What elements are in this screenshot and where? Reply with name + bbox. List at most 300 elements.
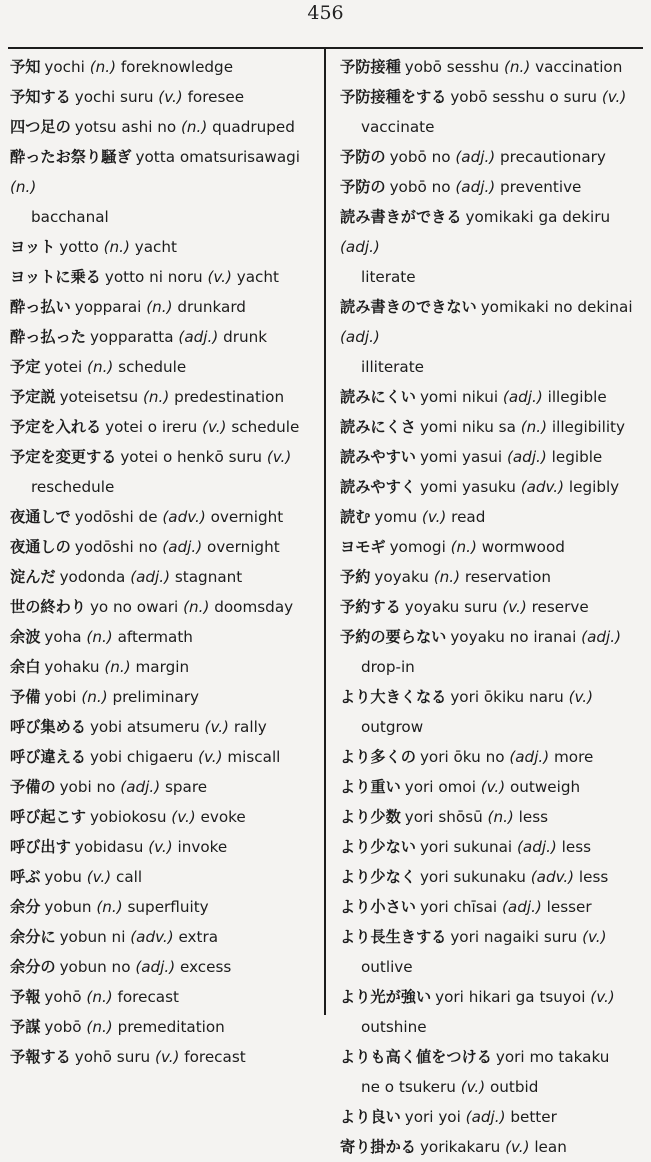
entry-japanese: 予防接種をする — [340, 88, 447, 106]
dictionary-entry — [340, 142, 646, 172]
entry-definition: outlive — [361, 958, 413, 976]
entry-definition: better — [510, 1108, 557, 1126]
entry-definition: miscall — [227, 748, 281, 766]
dictionary-entry — [340, 862, 646, 892]
entry-japanese: 呼ぶ — [10, 868, 41, 886]
entry-romanization: yobun no — [59, 958, 136, 976]
entry-definition: superfluity — [127, 898, 209, 916]
entry-definition: foreknowledge — [120, 58, 234, 76]
entry-definition: forecast — [184, 1048, 246, 1066]
entry-part-of-speech: (n.) — [96, 898, 123, 916]
entry-part-of-speech: (v.) — [171, 808, 196, 826]
entry-part-of-speech: (n.) — [433, 568, 461, 586]
entry-romanization: yomikaki no dekinai — [480, 298, 633, 316]
entry-part-of-speech: (v.) — [158, 88, 183, 106]
entry-definition: illegibility — [551, 418, 625, 436]
entry-definition: vaccinate — [361, 118, 435, 136]
dictionary-entry — [10, 532, 316, 562]
entry-part-of-speech: (v.) — [198, 748, 223, 766]
entry-japanese: より少数 — [340, 808, 401, 826]
entry-japanese: ヨット — [10, 238, 56, 256]
entry-part-of-speech: (n.) — [86, 1018, 113, 1036]
entry-romanization: yohō suru — [74, 1048, 156, 1066]
entry-japanese: 予約する — [340, 598, 401, 616]
entry-japanese: 予定を入れる — [10, 418, 102, 436]
entry-part-of-speech: (n.) — [487, 808, 514, 826]
entry-romanization: yomi yasuku — [419, 478, 521, 496]
dictionary-entry — [340, 172, 646, 202]
entry-definition: drop-in — [361, 658, 415, 676]
dictionary-entry — [340, 892, 646, 922]
entry-romanization: yobi chigaeru — [89, 748, 199, 766]
dictionary-entry — [340, 772, 646, 802]
dictionary-entry — [10, 442, 316, 502]
entry-romanization: yobō — [44, 1018, 87, 1036]
entry-romanization: yotsu ashi no — [74, 118, 181, 136]
entry-romanization: yopparatta — [89, 328, 179, 346]
entry-definition: reschedule — [31, 478, 115, 496]
dictionary-entry — [340, 502, 646, 532]
entry-romanization-cont: ne o tsukeru — [361, 1078, 461, 1096]
entry-continuation — [340, 1012, 646, 1042]
entry-definition: foresee — [187, 88, 245, 106]
dictionary-entry — [10, 142, 316, 232]
entry-romanization: yobō no — [389, 148, 456, 166]
entry-continuation — [340, 262, 646, 292]
entry-part-of-speech: (adj.) — [465, 1108, 506, 1126]
entry-japanese: 呼び出す — [10, 838, 71, 856]
entry-definition: wormwood — [481, 538, 565, 556]
entry-part-of-speech: (n.) — [89, 58, 116, 76]
dictionary-entry — [340, 922, 646, 982]
dictionary-entry — [340, 202, 646, 292]
entry-part-of-speech: (v.) — [86, 868, 112, 886]
dictionary-entry — [10, 832, 316, 862]
entry-definition: legible — [551, 448, 603, 466]
entry-romanization: yotei o ireru — [105, 418, 203, 436]
entry-part-of-speech: (adj.) — [340, 238, 380, 256]
dictionary-entry — [10, 682, 316, 712]
entry-japanese: 予防の — [340, 178, 386, 196]
entry-part-of-speech: (n.) — [142, 388, 170, 406]
entry-definition: extra — [178, 928, 219, 946]
entry-part-of-speech: (adj.) — [130, 568, 171, 586]
entry-romanization: yori ōkiku naru — [450, 688, 569, 706]
entry-romanization: yomi niku sa — [419, 418, 521, 436]
entry-part-of-speech: (adj.) — [581, 628, 622, 646]
entry-definition: overnight — [210, 508, 284, 526]
dictionary-entry — [340, 292, 646, 382]
right-column — [340, 52, 646, 1162]
entry-japanese: より多くの — [340, 748, 416, 766]
entry-japanese: 余白 — [10, 658, 41, 676]
entry-romanization: yoyaku — [374, 568, 434, 586]
entry-part-of-speech: (adj.) — [502, 388, 543, 406]
entry-part-of-speech: (v.) — [590, 988, 615, 1006]
entry-part-of-speech: (adv.) — [130, 928, 174, 946]
entry-japanese: 予防の — [340, 148, 386, 166]
entry-japanese: 呼び集める — [10, 718, 86, 736]
entry-part-of-speech: (n.) — [81, 688, 108, 706]
entry-part-of-speech: (v.) — [568, 688, 594, 706]
entry-romanization: yobō no — [389, 178, 456, 196]
dictionary-entry — [10, 892, 316, 922]
entry-definition: less — [578, 868, 609, 886]
entry-romanization: yori mo takaku — [495, 1048, 610, 1066]
entry-romanization: yori omoi — [404, 778, 481, 796]
entry-definition: margin — [135, 658, 190, 676]
entry-romanization: yori shōsū — [404, 808, 488, 826]
entry-part-of-speech: (n.) — [104, 658, 131, 676]
entry-romanization: yoteisetsu — [59, 388, 143, 406]
entry-japanese: より小さい — [340, 898, 416, 916]
entry-japanese: 余分 — [10, 898, 41, 916]
entry-romanization: yotta omatsurisawagi — [135, 148, 300, 166]
page-number: 456 — [307, 2, 344, 24]
entry-part-of-speech: (v.) — [460, 1078, 486, 1096]
entry-definition: excess — [180, 958, 232, 976]
entry-japanese: 予知する — [10, 88, 71, 106]
entry-part-of-speech: (adv.) — [520, 478, 565, 496]
dictionary-entry — [340, 592, 646, 622]
entry-definition: premeditation — [117, 1018, 225, 1036]
entry-part-of-speech: (adv.) — [162, 508, 206, 526]
entry-part-of-speech: (v.) — [207, 268, 232, 286]
entry-japanese: 淀んだ — [10, 568, 56, 586]
dictionary-entry — [340, 472, 646, 502]
dictionary-entry — [340, 832, 646, 862]
dictionary-entry — [340, 52, 646, 82]
entry-romanization: yochi — [44, 58, 90, 76]
dictionary-entry — [340, 532, 646, 562]
entry-definition: preliminary — [112, 688, 199, 706]
entry-definition: read — [451, 508, 486, 526]
entry-japanese: より良い — [340, 1108, 401, 1126]
entry-definition: forecast — [117, 988, 179, 1006]
entry-definition: preventive — [500, 178, 582, 196]
dictionary-entry — [10, 82, 316, 112]
dictionary-entry — [10, 652, 316, 682]
entry-part-of-speech: (n.) — [86, 988, 113, 1006]
dictionary-entry — [340, 412, 646, 442]
entry-definition: call — [116, 868, 143, 886]
entry-romanization: yobun — [44, 898, 97, 916]
dictionary-entry — [10, 262, 316, 292]
entry-part-of-speech: (v.) — [601, 88, 627, 106]
entry-japanese: 予約の要らない — [340, 628, 447, 646]
entry-japanese: より大きくなる — [340, 688, 447, 706]
entry-definition: more — [554, 748, 594, 766]
entry-definition: vaccination — [535, 58, 623, 76]
entry-japanese: 四つ足の — [10, 118, 71, 136]
entry-definition: spare — [164, 778, 208, 796]
entry-japanese: 酔っ払い — [10, 298, 71, 316]
entry-definition: illiterate — [361, 358, 425, 376]
entry-romanization: yohō — [44, 988, 87, 1006]
entry-romanization: yori chīsai — [419, 898, 502, 916]
dictionary-entry — [10, 712, 316, 742]
entry-romanization: yori sukunai — [419, 838, 517, 856]
entry-part-of-speech: (n.) — [450, 538, 477, 556]
entry-part-of-speech: (n.) — [181, 118, 208, 136]
dictionary-entry — [340, 382, 646, 412]
entry-part-of-speech: (n.) — [503, 58, 531, 76]
entry-japanese: 酔ったお祭り騒ぎ — [10, 148, 132, 166]
entry-part-of-speech: (adj.) — [455, 178, 496, 196]
entry-japanese: 寄り掛かる — [340, 1138, 416, 1156]
dictionary-entry — [10, 112, 316, 142]
entry-japanese: 読み書きのできない — [340, 298, 477, 316]
entry-japanese: 夜通しの — [10, 538, 71, 556]
dictionary-entry — [10, 412, 316, 442]
column-divider — [324, 47, 326, 1015]
dictionary-entry — [10, 1012, 316, 1042]
dictionary-entry — [10, 352, 316, 382]
dictionary-entry — [340, 442, 646, 472]
dictionary-entry — [340, 622, 646, 682]
entry-romanization: yori hikari ga tsuyoi — [435, 988, 591, 1006]
dictionary-entry — [10, 322, 316, 352]
entry-definition: yacht — [134, 238, 177, 256]
entry-japanese: 読みにくさ — [340, 418, 416, 436]
entry-japanese: 予報 — [10, 988, 41, 1006]
entry-japanese: 余分の — [10, 958, 56, 976]
dictionary-entry — [10, 862, 316, 892]
dictionary-entry — [10, 952, 316, 982]
entry-romanization: yotei o henkō suru — [120, 448, 267, 466]
entry-continuation — [340, 352, 646, 382]
entry-definition: doomsday — [214, 598, 294, 616]
entry-continuation — [340, 1072, 646, 1102]
entry-japanese: より少なく — [340, 868, 416, 886]
entry-definition: drunk — [223, 328, 268, 346]
entry-definition: lesser — [546, 898, 592, 916]
entry-romanization: yobidasu — [74, 838, 149, 856]
entry-japanese: 酔っ払った — [10, 328, 86, 346]
entry-part-of-speech: (v.) — [202, 418, 227, 436]
dictionary-entry — [10, 292, 316, 322]
entry-part-of-speech: (n.) — [183, 598, 210, 616]
entry-romanization: yomogi — [389, 538, 451, 556]
entry-romanization: yomu — [374, 508, 422, 526]
entry-definition: illegible — [547, 388, 607, 406]
entry-part-of-speech: (v.) — [502, 598, 527, 616]
entry-japanese: 予防接種 — [340, 58, 401, 76]
dictionary-entry — [10, 232, 316, 262]
left-column — [10, 52, 316, 1072]
entry-definition: aftermath — [117, 628, 193, 646]
dictionary-entry — [340, 82, 646, 142]
entry-japanese: 予備の — [10, 778, 56, 796]
entry-part-of-speech: (v.) — [505, 1138, 530, 1156]
entry-continuation — [340, 712, 646, 742]
entry-definition: outbid — [489, 1078, 539, 1096]
entry-part-of-speech: (v.) — [148, 838, 173, 856]
entry-continuation — [340, 652, 646, 682]
entry-continuation — [340, 952, 646, 982]
entry-definition: literate — [361, 268, 416, 286]
entry-part-of-speech: (v.) — [155, 1048, 180, 1066]
entry-romanization: yotto ni noru — [104, 268, 208, 286]
entry-romanization: yobō sesshu — [404, 58, 504, 76]
entry-romanization: yotto — [59, 238, 104, 256]
entry-part-of-speech: (v.) — [204, 718, 229, 736]
entry-part-of-speech: (adj.) — [455, 148, 496, 166]
entry-romanization: yodōshi de — [74, 508, 163, 526]
entry-romanization: yobō sesshu o suru — [450, 88, 602, 106]
entry-definition: less — [518, 808, 549, 826]
entry-romanization: yoyaku suru — [404, 598, 503, 616]
entry-definition: reserve — [531, 598, 589, 616]
entry-japanese: 読み書きができる — [340, 208, 462, 226]
dictionary-entry — [10, 592, 316, 622]
entry-romanization: yomi nikui — [419, 388, 503, 406]
entry-definition: quadruped — [212, 118, 295, 136]
entry-definition: predestination — [174, 388, 285, 406]
entry-part-of-speech: (adv.) — [530, 868, 575, 886]
entry-romanization: yopparai — [74, 298, 147, 316]
entry-romanization: yodonda — [59, 568, 131, 586]
dictionary-entry — [10, 922, 316, 952]
dictionary-entry — [10, 562, 316, 592]
entry-part-of-speech: (n.) — [10, 178, 37, 196]
entry-japanese: 余分に — [10, 928, 56, 946]
dictionary-entry — [340, 982, 646, 1042]
entry-romanization: yori sukunaku — [419, 868, 531, 886]
entry-part-of-speech: (v.) — [480, 778, 506, 796]
entry-japanese: 予定説 — [10, 388, 56, 406]
entry-continuation — [340, 112, 646, 142]
entry-part-of-speech: (adj.) — [135, 958, 176, 976]
entry-japanese: 読みにくい — [340, 388, 416, 406]
dictionary-entry — [10, 382, 316, 412]
entry-japanese: 予報する — [10, 1048, 71, 1066]
dictionary-entry — [10, 772, 316, 802]
entry-japanese: よりも高く値をつける — [340, 1048, 492, 1066]
entry-japanese: 予謀 — [10, 1018, 41, 1036]
entry-romanization: yori nagaiki suru — [450, 928, 583, 946]
entry-japanese: より少ない — [340, 838, 416, 856]
entry-romanization: yomi yasui — [419, 448, 507, 466]
entry-romanization: yorikakaru — [419, 1138, 506, 1156]
entry-romanization: yori ōku no — [419, 748, 510, 766]
entry-romanization: yobun ni — [59, 928, 131, 946]
dictionary-entry — [340, 1132, 646, 1162]
entry-japanese: 予定を変更する — [10, 448, 117, 466]
entry-japanese: 予知 — [10, 58, 41, 76]
entry-romanization: yori yoi — [404, 1108, 466, 1126]
dictionary-entry — [340, 1042, 646, 1102]
entry-part-of-speech: (v.) — [266, 448, 292, 466]
entry-definition: evoke — [200, 808, 246, 826]
entry-definition: outweigh — [510, 778, 581, 796]
entry-japanese: より重い — [340, 778, 401, 796]
entry-definition: rally — [233, 718, 267, 736]
dictionary-entry — [10, 742, 316, 772]
entry-japanese: 予約 — [340, 568, 371, 586]
entry-part-of-speech: (adj.) — [120, 778, 161, 796]
entry-romanization: yoha — [44, 628, 87, 646]
dictionary-entry — [340, 682, 646, 742]
entry-romanization: yobiokosu — [89, 808, 172, 826]
entry-definition: precautionary — [500, 148, 606, 166]
entry-continuation — [10, 472, 316, 502]
entry-definition: invoke — [177, 838, 228, 856]
entry-definition: schedule — [231, 418, 300, 436]
entry-japanese: 呼び起こす — [10, 808, 86, 826]
entry-part-of-speech: (n.) — [86, 628, 113, 646]
entry-romanization: yotei — [44, 358, 88, 376]
entry-definition: legibly — [568, 478, 620, 496]
dictionary-entry — [10, 622, 316, 652]
dictionary-entry — [10, 52, 316, 82]
entry-romanization: yo no owari — [89, 598, 184, 616]
entry-part-of-speech: (adj.) — [516, 838, 557, 856]
entry-definition: overnight — [206, 538, 280, 556]
entry-romanization: yomikaki ga dekiru — [465, 208, 611, 226]
entry-part-of-speech: (v.) — [421, 508, 447, 526]
entry-japanese: 読みやすい — [340, 448, 416, 466]
entry-part-of-speech: (adj.) — [506, 448, 547, 466]
entry-part-of-speech: (adj.) — [501, 898, 542, 916]
entry-romanization: yobu — [44, 868, 87, 886]
entry-japanese: ヨットに乗る — [10, 268, 101, 286]
entry-part-of-speech: (n.) — [146, 298, 173, 316]
entry-part-of-speech: (n.) — [520, 418, 548, 436]
entry-definition: bacchanal — [31, 208, 109, 226]
entry-romanization: yochi suru — [74, 88, 159, 106]
entry-part-of-speech: (v.) — [582, 928, 607, 946]
dictionary-entry — [10, 982, 316, 1012]
entry-part-of-speech: (adj.) — [162, 538, 203, 556]
entry-definition: yacht — [236, 268, 279, 286]
entry-japanese: 余波 — [10, 628, 41, 646]
entry-japanese: 呼び違える — [10, 748, 86, 766]
entry-continuation — [10, 202, 316, 232]
dictionary-entry — [10, 802, 316, 832]
entry-japanese: より光が強い — [340, 988, 432, 1006]
entry-romanization: yobi — [44, 688, 82, 706]
dictionary-entry — [10, 1042, 316, 1072]
entry-japanese: 予備 — [10, 688, 41, 706]
dictionary-entry — [340, 802, 646, 832]
entry-definition: outgrow — [361, 718, 424, 736]
dictionary-entry — [340, 1102, 646, 1132]
entry-definition: less — [561, 838, 592, 856]
entry-definition: outshine — [361, 1018, 427, 1036]
entry-romanization: yohaku — [44, 658, 105, 676]
entry-romanization: yoyaku no iranai — [450, 628, 582, 646]
entry-japanese: 予定 — [10, 358, 41, 376]
entry-part-of-speech: (adj.) — [509, 748, 550, 766]
entry-part-of-speech: (adj.) — [178, 328, 219, 346]
dictionary-entry — [10, 502, 316, 532]
dictionary-entry — [340, 742, 646, 772]
entry-part-of-speech: (adj.) — [340, 328, 380, 346]
dictionary-entry — [340, 562, 646, 592]
entry-japanese: 読む — [340, 508, 371, 526]
entry-japanese: より長生きする — [340, 928, 447, 946]
entry-romanization: yobi no — [59, 778, 121, 796]
entry-definition: drunkard — [177, 298, 246, 316]
entry-definition: stagnant — [174, 568, 243, 586]
entry-definition: schedule — [118, 358, 187, 376]
entry-japanese: 読みやすく — [340, 478, 416, 496]
entry-definition: lean — [534, 1138, 567, 1156]
entry-romanization: yodōshi no — [74, 538, 163, 556]
entry-part-of-speech: (n.) — [103, 238, 130, 256]
entry-japanese: 夜通しで — [10, 508, 71, 526]
